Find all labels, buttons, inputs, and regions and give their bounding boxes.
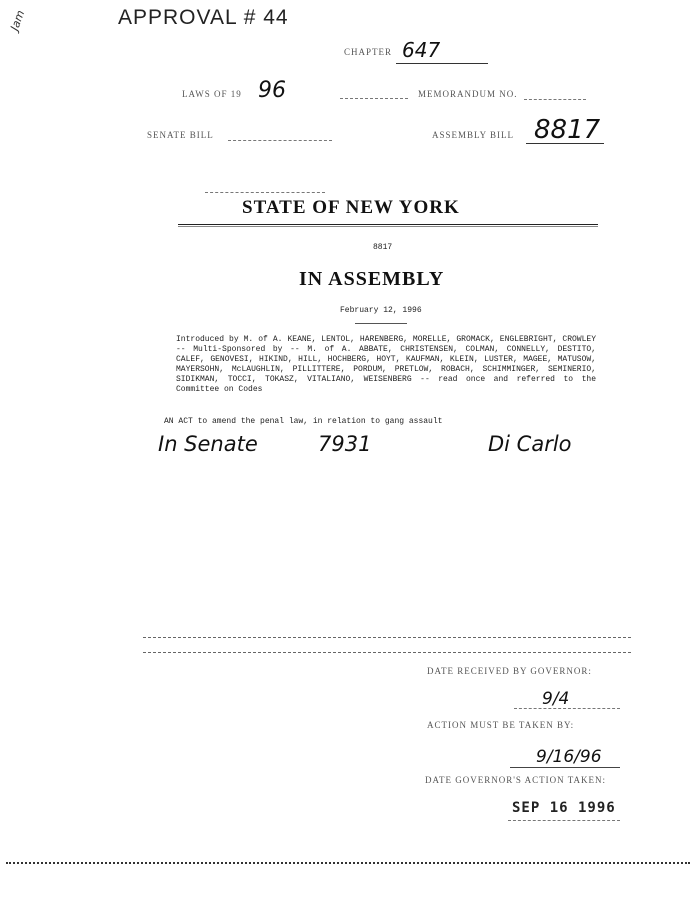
taken-line: [508, 820, 620, 821]
memorandum-line: [524, 99, 586, 100]
action-label: ACTION MUST BE TAKEN BY:: [427, 720, 575, 730]
action-line: [510, 767, 620, 768]
act-title: AN ACT to amend the penal law, in relation to gang assault: [164, 417, 443, 426]
bill-number: 8817: [373, 243, 393, 252]
senate-bill-line: [228, 140, 332, 141]
senate-sponsor-note: Di Carlo: [488, 432, 572, 456]
title-bottom-rule-2: [178, 226, 598, 227]
title-top-rule: [205, 192, 325, 193]
lower-rule-2: [143, 652, 631, 653]
title-bottom-rule: [178, 224, 598, 225]
laws-label: LAWS OF 19: [182, 89, 242, 99]
introduced-date: February 12, 1996: [340, 306, 422, 315]
received-line: [514, 708, 620, 709]
lower-rule-1: [143, 637, 631, 638]
chapter-label: CHAPTER: [344, 47, 393, 57]
senate-number-note: 7931: [318, 432, 372, 456]
assembly-bill-value: 8817: [534, 115, 601, 145]
received-value: 9/4: [542, 689, 570, 709]
chapter-line: [396, 63, 488, 64]
in-senate-note: In Senate: [158, 432, 258, 456]
assembly-bill-line: [526, 143, 604, 144]
laws-line: [340, 98, 408, 99]
action-value: 9/16/96: [536, 747, 602, 767]
house-heading: IN ASSEMBLY: [299, 268, 445, 290]
senate-bill-label: SENATE BILL: [147, 130, 214, 140]
memorandum-label: MEMORANDUM NO.: [418, 89, 518, 99]
taken-date-stamp: SEP 16 1996: [512, 800, 616, 816]
scan-edge-line: [6, 862, 690, 864]
chapter-value: 647: [402, 38, 441, 62]
taken-label: DATE GOVERNOR'S ACTION TAKEN:: [425, 775, 606, 785]
sponsor-paragraph: Introduced by M. of A. KEANE, LENTOL, HARENBERG, MORELLE, GROMACK, ENGLEBRIGHT, CROWLEY -- Multi-Sponsored by -- M. of A. ABBATE, CHRISTENSEN, COLMAN, CONNELLY, DESTITO, CALEF, GENOVESI, HIKIND, HILL, HOCHBERG, HOYT, KAUFMAN, KLEIN, LUSTER, MAGEE, MATUSOW, MAYERSOHN, McLAUGHLIN, PILLITTERE, PORDUM, PRETLOW, ROBACH, SCHIMMINGER, SEMINERIO, SIDIKMAN, TOCCI, TOKASZ, VITALIANO, WEISENBERG -- read once and referred to the Committee on Codes: [176, 335, 596, 394]
state-title: STATE OF NEW YORK: [242, 197, 460, 218]
laws-value: 96: [258, 78, 286, 103]
date-rule: [355, 323, 407, 324]
approval-number: APPROVAL # 44: [118, 6, 289, 29]
initials-mark: Jam: [8, 8, 28, 33]
assembly-bill-label: ASSEMBLY BILL: [432, 130, 515, 140]
received-label: DATE RECEIVED BY GOVERNOR:: [427, 666, 592, 676]
